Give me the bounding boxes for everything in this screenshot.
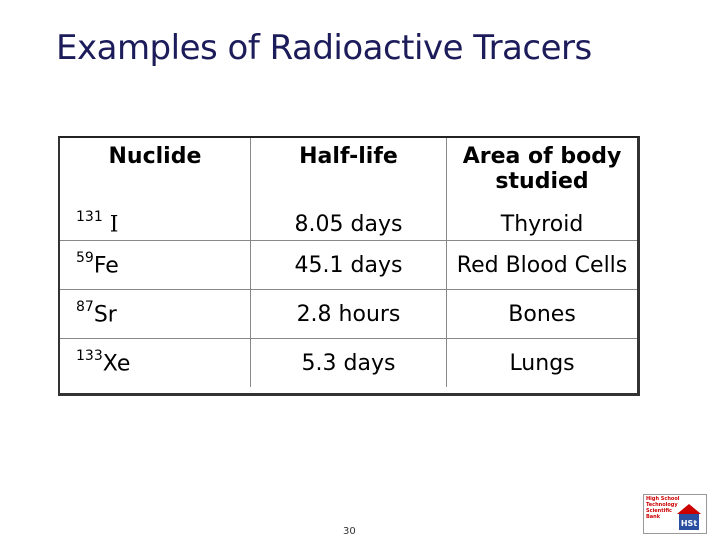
header-area: Area of body studied (462, 144, 622, 194)
half-life-cell: 8.05 days (250, 208, 446, 241)
table-row (60, 339, 637, 388)
area-cell: Thyroid (447, 208, 637, 241)
slide-title: Examples of Radioactive Tracers (56, 28, 592, 68)
half-life-cell: 2.8 hours (250, 290, 446, 339)
house-icon (676, 503, 702, 531)
nuclide-cell (60, 208, 250, 241)
half-life-cell: 5.3 days (250, 339, 446, 388)
table-header-row (60, 138, 637, 208)
tracer-table (58, 136, 640, 396)
logo-letters: HSt (680, 519, 698, 528)
mass-number: 87 (76, 298, 94, 315)
element-symbol: Xe (102, 351, 131, 377)
half-life-cell: 45.1 days (250, 241, 446, 290)
element-symbol: Fe (93, 253, 119, 279)
table-row (60, 290, 637, 339)
header-half-life: Half-life (250, 138, 446, 208)
table-row (60, 241, 637, 290)
table-row (60, 208, 637, 241)
area-cell: Red Blood Cells (447, 241, 637, 290)
hsti-logo (643, 494, 707, 534)
page-number: 30 (343, 526, 356, 537)
logo-text: High School Technology Scientific Bank (646, 496, 680, 520)
element-symbol: I (109, 212, 119, 238)
mass-number: 131 (76, 208, 103, 225)
nuclide-cell (60, 339, 250, 388)
nuclide-cell (60, 290, 250, 339)
mass-number: 133 (76, 347, 103, 364)
area-cell: Lungs (509, 350, 575, 376)
area-cell: Bones (447, 290, 637, 339)
header-nuclide: Nuclide (60, 138, 250, 208)
element-symbol: Sr (93, 302, 117, 328)
mass-number: 59 (76, 249, 94, 266)
nuclide-cell (60, 241, 250, 290)
